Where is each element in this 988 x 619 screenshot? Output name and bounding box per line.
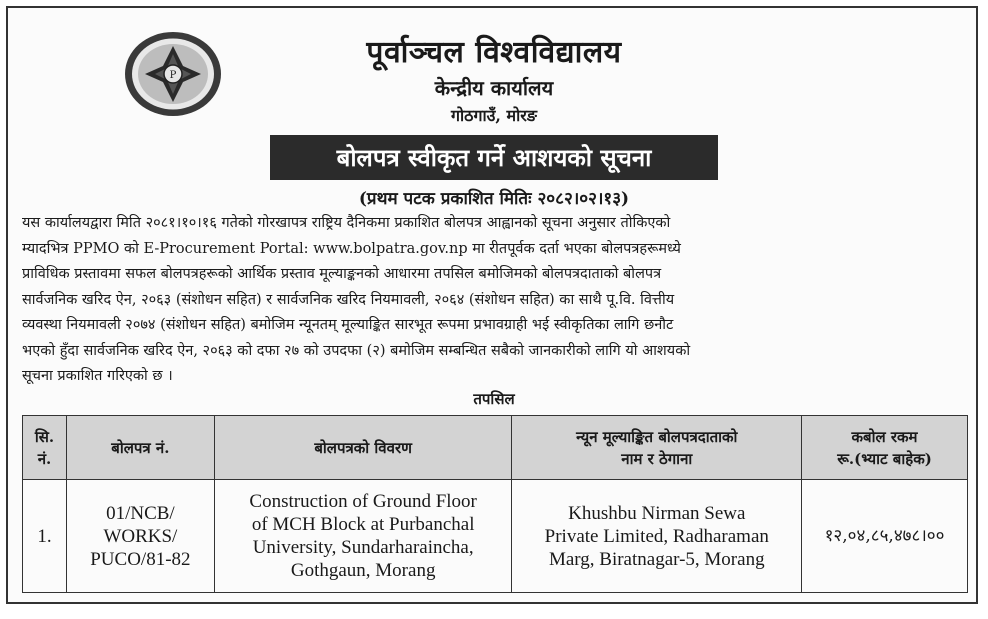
publication-date: (प्रथम पटक प्रकाशित मितिः २०८२।०२।१३)	[358, 189, 630, 209]
header-description: बोलपत्रको विवरण	[214, 416, 512, 480]
description-line: of MCH Block at Purbanchal	[251, 514, 475, 535]
body-line: सार्वजनिक खरिद ऐन, २०६३ (संशोधन सहित) र सार्वजनिक खरिद नियमावली, २०६४ (संशोधन सहित) का साथै पू.वि. वित्तीय	[22, 291, 675, 308]
description-line: Construction of Ground Floor	[249, 491, 477, 512]
bidder-line: Private Limited, Radharaman	[544, 525, 769, 547]
cell-amount: १२,०४,८५,४७८।००	[802, 480, 968, 593]
svg-text:P: P	[169, 70, 177, 81]
header-bid-no: बोलपत्र नं.	[66, 416, 214, 480]
schedule-heading: तपसिल	[473, 390, 515, 408]
header-bidder	[512, 416, 802, 480]
body-line: भएको हुँदा सार्वजनिक खरिद ऐन, २०६३ को दफा २७ को उपदफा (२) बमोजिम सम्बन्धित सबैको जानकारीको लागि यो आशयको	[22, 342, 691, 359]
university-name: पूर्वाञ्चल विश्वविद्यालय	[366, 35, 622, 70]
table-header-row	[23, 416, 968, 480]
cell-bid-no	[66, 480, 214, 593]
header-amount	[802, 416, 968, 480]
body-line: प्राविधिक प्रस्तावमा सफल बोलपत्रहरूको आर्थिक प्रस्ताव मूल्याङ्कनको आधारमा तपसिल बमोजिमको बोलपत्रदाताको बोलपत्र	[22, 266, 662, 282]
office-name: केन्द्रीय कार्यालय	[434, 76, 554, 100]
header-amount-line: कबोल रकम	[851, 427, 918, 446]
header-sn	[23, 416, 67, 480]
header-bidder-line: नाम र ठेगाना	[621, 449, 693, 468]
description-line: University, Sundarharaincha,	[252, 537, 474, 558]
notice	[6, 6, 978, 604]
cell-sn: 1.	[23, 480, 67, 593]
description-line: Gothgaun, Morang	[290, 560, 436, 581]
bid-no-line: PUCO/81-82	[90, 548, 191, 570]
body-line: म्यादभित्र PPMO को E-Procurement Portal: www.bolpatra.gov.np मा रीतपूर्वक दर्ता भएका बोलपत्रहरूमध्ये	[22, 240, 681, 257]
bidder-line: Khushbu Nirman Sewa	[568, 502, 746, 524]
bid-table	[22, 415, 968, 593]
body-line: सूचना प्रकाशित गरिएको छ ।	[22, 368, 173, 384]
notice-body	[22, 211, 968, 390]
body-line: व्यवस्था नियमावली २०७४ (संशोधन सहित) बमोजिम न्यूनतम् मूल्याङ्कित सारभूत रूपमा प्रभावग्राही भई स्वीकृतिका लागि छनौट	[22, 317, 674, 333]
bid-no-line: 01/NCB/	[106, 502, 175, 524]
table-row	[23, 480, 968, 593]
header-amount-line: रू.(भ्याट बाहेक)	[837, 449, 932, 468]
notice-title: बोलपत्र स्वीकृत गर्ने आशयको सूचना	[270, 135, 718, 180]
cell-bidder	[512, 480, 802, 593]
header-bidder-line: न्यून मूल्याङ्कित बोलपत्रदाताको	[576, 427, 738, 446]
office-address: गोठगाउँ, मोरङ	[451, 106, 537, 125]
header-sn-line: सि.	[34, 427, 55, 446]
cell-description	[214, 480, 512, 593]
body-line: यस कार्यालयद्वारा मिति २०८१।१०।१६ गतेको गोरखापत्र राष्ट्रिय दैनिकमा प्रकाशित बोलपत्र आह्वानको सूचना अनुसार तोकिएको	[22, 215, 671, 231]
bidder-line: Marg, Biratnagar-5, Morang	[548, 548, 765, 570]
bid-no-line: WORKS/	[103, 525, 178, 547]
header-sn-line: नं.	[37, 449, 52, 468]
